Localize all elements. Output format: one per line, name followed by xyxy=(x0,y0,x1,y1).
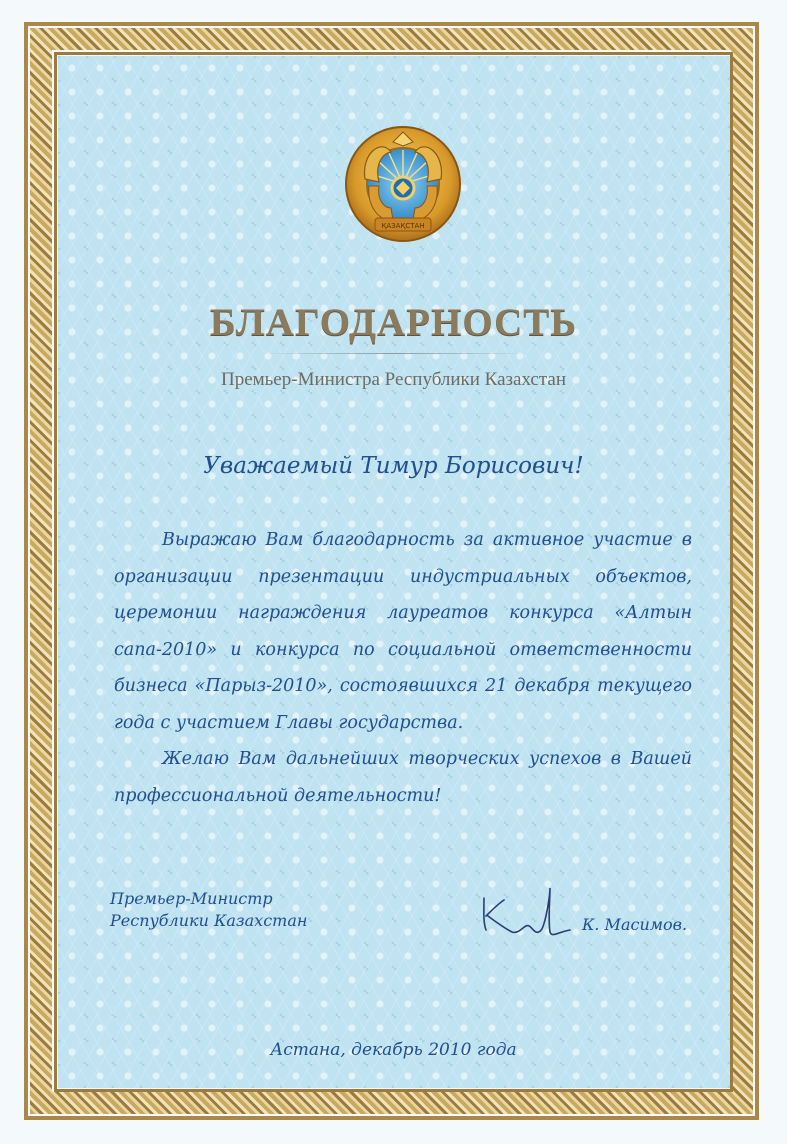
signatory-position xyxy=(110,888,307,932)
letter-body xyxy=(114,522,692,814)
certificate-subtitle: Премьер-Министра Республики Казахстан xyxy=(220,369,567,390)
signatory-position-line2: Республики Казахстан xyxy=(110,911,308,930)
greeting: Уважаемый Тимур Борисович! xyxy=(203,453,584,479)
title-divider xyxy=(258,353,530,354)
state-emblem-icon xyxy=(343,124,463,248)
certificate-title: БЛАГОДАРНОСТЬ xyxy=(209,301,578,344)
handwritten-signature xyxy=(478,880,574,942)
signatory-name: К. Масимов. xyxy=(582,915,688,934)
body-paragraph: Желаю Вам дальнейших творческих успехов в Вашей профессиональной деятельности! xyxy=(114,749,692,806)
signatory-position-line1: Премьер-Министр xyxy=(110,889,273,908)
place-and-date: Астана, декабрь 2010 года xyxy=(270,1040,517,1060)
emblem-banner-text: ҚАЗАҚСТАН xyxy=(381,222,425,230)
body-paragraph: Выражаю Вам благодарность за активное участие в организации презентации индустриальных объектов, церемонии награждения лауреатов конкурса «Алтын сапа-2010» и конкурса по социальной ответственности бизнеса «Парыз-2010», состоявшихся 21 декабря текущего года с участием Главы государства. xyxy=(114,530,692,733)
